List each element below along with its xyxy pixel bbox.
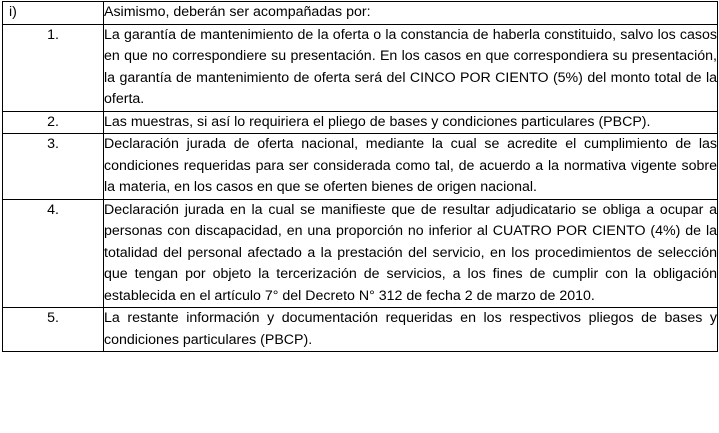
table-header-row bbox=[3, 2, 718, 25]
item-text: Declaración jurada de oferta nacional, mediante la cual se acredite el cumplimiento de las condiciones requeridas para ser considerada como tal, de acuerdo a la normativa vigente sobre la materia, en los casos en que se oferten bienes de origen nacional. bbox=[104, 134, 718, 200]
requirements-table bbox=[2, 1, 718, 352]
table-row bbox=[3, 111, 718, 134]
section-label: i) bbox=[3, 2, 104, 25]
item-number: 4. bbox=[3, 199, 104, 308]
section-intro-text: Asimismo, deberán ser acompañadas por: bbox=[104, 2, 718, 25]
item-text: Declaración jurada en la cual se manifieste que de resultar adjudicatario se obliga a ocupar a personas con discapacidad, en una proporción no inferior al CUATRO POR CIENTO (4%) de la totalidad del personal afectado a la prestación del servicio, en los procedimientos de selección que tengan por objeto la tercerización de servicios, a los fines de cumplir con la obligación establecida en el artículo 7° del Decreto N° 312 de fecha 2 de marzo de 2010. bbox=[104, 199, 718, 308]
item-number: 1. bbox=[3, 24, 104, 111]
item-text: Las muestras, si así lo requiriera el pliego de bases y condiciones particulares (PBCP). bbox=[104, 111, 718, 134]
item-text: La garantía de mantenimiento de la oferta o la constancia de haberla constituido, salvo los casos en que no correspondiere su presentación. En los casos en que correspondiera su presentación, la garantía de mantenimiento de oferta será del CINCO POR CIENTO (5%) del monto total de la oferta. bbox=[104, 24, 718, 111]
table-row bbox=[3, 24, 718, 111]
item-number: 3. bbox=[3, 134, 104, 200]
table-row bbox=[3, 134, 718, 200]
item-number: 5. bbox=[3, 308, 104, 352]
table-row bbox=[3, 308, 718, 352]
table-row bbox=[3, 199, 718, 308]
item-number: 2. bbox=[3, 111, 104, 134]
item-text: La restante información y documentación requeridas en los respectivos pliegos de bases y condiciones particulares (PBCP). bbox=[104, 308, 718, 352]
